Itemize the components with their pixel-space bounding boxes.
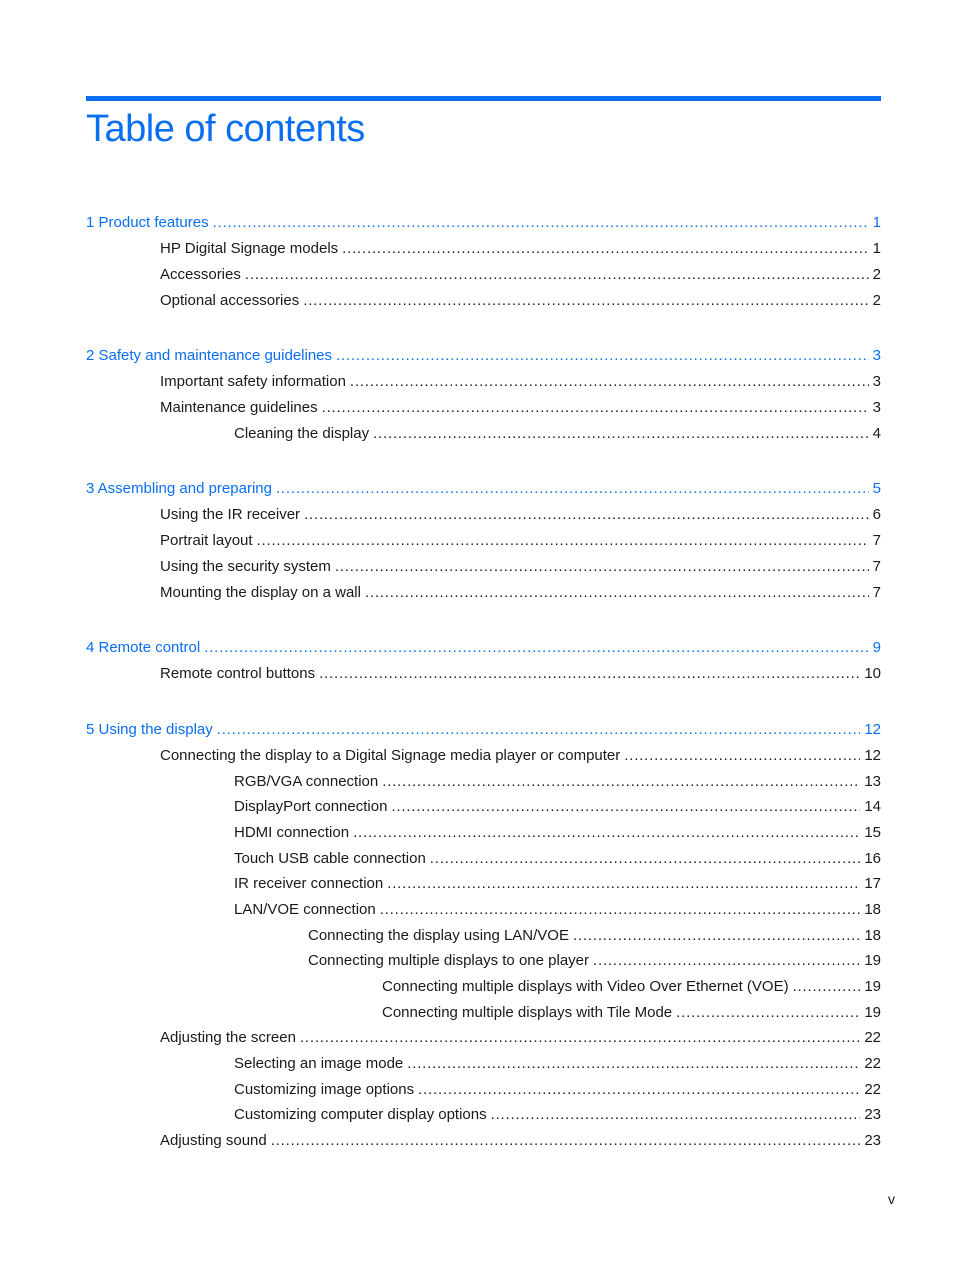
toc-page-number: 7 xyxy=(872,584,881,601)
toc-entry[interactable] xyxy=(234,1105,881,1125)
toc-chapter[interactable] xyxy=(86,213,881,233)
toc-entry-text: Adjusting sound xyxy=(160,1132,267,1149)
toc-page-number: 23 xyxy=(864,1106,881,1123)
dot-leader xyxy=(213,213,869,233)
dot-leader xyxy=(391,797,860,817)
toc-page-number: 16 xyxy=(864,850,881,867)
toc-entry-text: DisplayPort connection xyxy=(234,798,388,815)
toc-entry-text: Connecting multiple displays with Video Over Ethernet (VOE) xyxy=(382,978,789,995)
toc-entry-text: Optional accessories xyxy=(160,292,300,309)
dot-leader xyxy=(407,1054,860,1074)
toc-entry-text: LAN/VOE connection xyxy=(234,901,376,918)
toc-page-number: 3 xyxy=(872,347,881,364)
toc-entry-text: 2 Safety and maintenance guidelines xyxy=(86,347,333,364)
toc-entry[interactable] xyxy=(160,583,881,603)
dot-leader xyxy=(335,557,869,577)
toc-page-number: 3 xyxy=(872,399,881,416)
toc-entry[interactable] xyxy=(160,1028,881,1048)
toc-entry[interactable] xyxy=(160,531,881,551)
toc-entry-text: HP Digital Signage models xyxy=(160,240,339,257)
toc-entry-text: RGB/VGA connection xyxy=(234,773,379,790)
toc-page-number: 12 xyxy=(864,747,881,764)
toc-page-number: 5 xyxy=(872,480,881,497)
toc-entry[interactable] xyxy=(234,900,881,920)
toc-entry[interactable] xyxy=(234,849,881,869)
toc-page-number: 23 xyxy=(864,1132,881,1149)
toc-entry-text: Mounting the display on a wall xyxy=(160,584,361,601)
dot-leader xyxy=(365,583,869,603)
dot-leader xyxy=(300,1028,860,1048)
toc-entry-text: Maintenance guidelines xyxy=(160,399,318,416)
toc-page-number: 3 xyxy=(872,373,881,390)
dot-leader xyxy=(382,772,860,792)
toc-page-number: 14 xyxy=(864,798,881,815)
toc-page-number: 22 xyxy=(864,1029,881,1046)
toc-chapter[interactable] xyxy=(86,638,881,658)
dot-leader xyxy=(217,720,861,740)
toc-entry-text: 3 Assembling and preparing xyxy=(86,480,272,497)
dot-leader xyxy=(373,424,869,444)
toc-page-number: 13 xyxy=(864,773,881,790)
toc-page-number: 7 xyxy=(872,532,881,549)
dot-leader xyxy=(793,977,861,997)
toc-entry-text: Using the security system xyxy=(160,558,331,575)
dot-leader xyxy=(276,479,869,499)
toc-entry-text: 5 Using the display xyxy=(86,721,213,738)
toc-page-number: 19 xyxy=(864,978,881,995)
dot-leader xyxy=(342,239,869,259)
dot-leader xyxy=(624,746,860,766)
toc-entry-text: Customizing computer display options xyxy=(234,1106,487,1123)
toc-entry[interactable] xyxy=(160,557,881,577)
dot-leader xyxy=(380,900,861,920)
toc-entry-text: Connecting multiple displays to one player xyxy=(308,952,589,969)
toc-entry[interactable] xyxy=(234,797,881,817)
toc-page-number: 18 xyxy=(864,927,881,944)
title-rule xyxy=(86,96,881,101)
toc-entry-text: Remote control buttons xyxy=(160,665,316,682)
dot-leader xyxy=(593,951,860,971)
toc-entry[interactable] xyxy=(160,746,881,766)
toc-entry-text: 4 Remote control xyxy=(86,639,201,656)
toc-page-number: 9 xyxy=(872,639,881,656)
toc-entry[interactable] xyxy=(234,1054,881,1074)
dot-leader xyxy=(304,505,869,525)
toc-entry-text: Connecting the display using LAN/VOE xyxy=(308,927,569,944)
toc-page-number: 1 xyxy=(872,214,881,231)
toc-entry-text: Accessories xyxy=(160,266,241,283)
toc-entry-text: Touch USB cable connection xyxy=(234,850,426,867)
dot-leader xyxy=(676,1003,860,1023)
toc-page-number: 19 xyxy=(864,952,881,969)
page-title: Table of contents xyxy=(86,108,365,150)
dot-leader xyxy=(204,638,868,658)
toc-page-number: 1 xyxy=(872,240,881,257)
toc-entry-text: Cleaning the display xyxy=(234,425,370,442)
toc-entry-text: IR receiver connection xyxy=(234,875,384,892)
toc-entry-text: Selecting an image mode xyxy=(234,1055,404,1072)
dot-leader xyxy=(336,346,869,366)
dot-leader xyxy=(573,926,860,946)
dot-leader xyxy=(271,1131,861,1151)
toc-page-number: 18 xyxy=(864,901,881,918)
toc-entry[interactable] xyxy=(160,1131,881,1151)
dot-leader xyxy=(303,291,868,311)
toc-entry[interactable] xyxy=(308,951,881,971)
dot-leader xyxy=(350,372,869,392)
toc-chapter[interactable] xyxy=(86,720,881,740)
toc-page-number: 22 xyxy=(864,1081,881,1098)
toc-page-number: 19 xyxy=(864,1004,881,1021)
toc-page-number: 12 xyxy=(864,721,881,738)
toc-page-number: 2 xyxy=(872,266,881,283)
toc-entry[interactable] xyxy=(160,372,881,392)
toc-entry[interactable] xyxy=(160,505,881,525)
toc-entry[interactable] xyxy=(234,823,881,843)
toc-entry-text: Customizing image options xyxy=(234,1081,415,1098)
toc-entry[interactable] xyxy=(160,291,881,311)
toc-entry[interactable] xyxy=(382,1003,881,1023)
toc-entry-text: Using the IR receiver xyxy=(160,506,301,523)
dot-leader xyxy=(418,1080,860,1100)
toc-page-number: 10 xyxy=(864,665,881,682)
dot-leader xyxy=(430,849,861,869)
toc-page-number: 15 xyxy=(864,824,881,841)
toc-entry[interactable] xyxy=(234,874,881,894)
toc-entry[interactable] xyxy=(308,926,881,946)
dot-leader xyxy=(257,531,869,551)
toc-entry[interactable] xyxy=(382,977,881,997)
toc-page-number: 4 xyxy=(872,425,881,442)
dot-leader xyxy=(491,1105,861,1125)
toc-chapter[interactable] xyxy=(86,346,881,366)
toc-entry-text: HDMI connection xyxy=(234,824,350,841)
toc-page-number: 7 xyxy=(872,558,881,575)
toc-entry[interactable] xyxy=(160,239,881,259)
toc-page-number: 2 xyxy=(872,292,881,309)
toc-entry[interactable] xyxy=(234,424,881,444)
toc-entry-text: Connecting the display to a Digital Signage media player or computer xyxy=(160,747,621,764)
toc-page-number: 22 xyxy=(864,1055,881,1072)
toc-entry-text: Important safety information xyxy=(160,373,346,390)
toc-entry-text: 1 Product features xyxy=(86,214,209,231)
toc-chapter[interactable] xyxy=(86,479,881,499)
toc-entry[interactable] xyxy=(160,664,881,684)
page-number: v xyxy=(888,1191,895,1207)
toc-entry[interactable] xyxy=(160,398,881,418)
toc-entry[interactable] xyxy=(234,1080,881,1100)
toc-entry-text: Portrait layout xyxy=(160,532,253,549)
toc-page-number: 17 xyxy=(864,875,881,892)
dot-leader xyxy=(319,664,860,684)
dot-leader xyxy=(245,265,869,285)
dot-leader xyxy=(353,823,860,843)
toc-page-number: 6 xyxy=(872,506,881,523)
toc-entry-text: Connecting multiple displays with Tile Mode xyxy=(382,1004,673,1021)
toc-entry-text: Adjusting the screen xyxy=(160,1029,296,1046)
toc-entry[interactable] xyxy=(234,772,881,792)
dot-leader xyxy=(387,874,860,894)
dot-leader xyxy=(322,398,869,418)
toc-entry[interactable] xyxy=(160,265,881,285)
